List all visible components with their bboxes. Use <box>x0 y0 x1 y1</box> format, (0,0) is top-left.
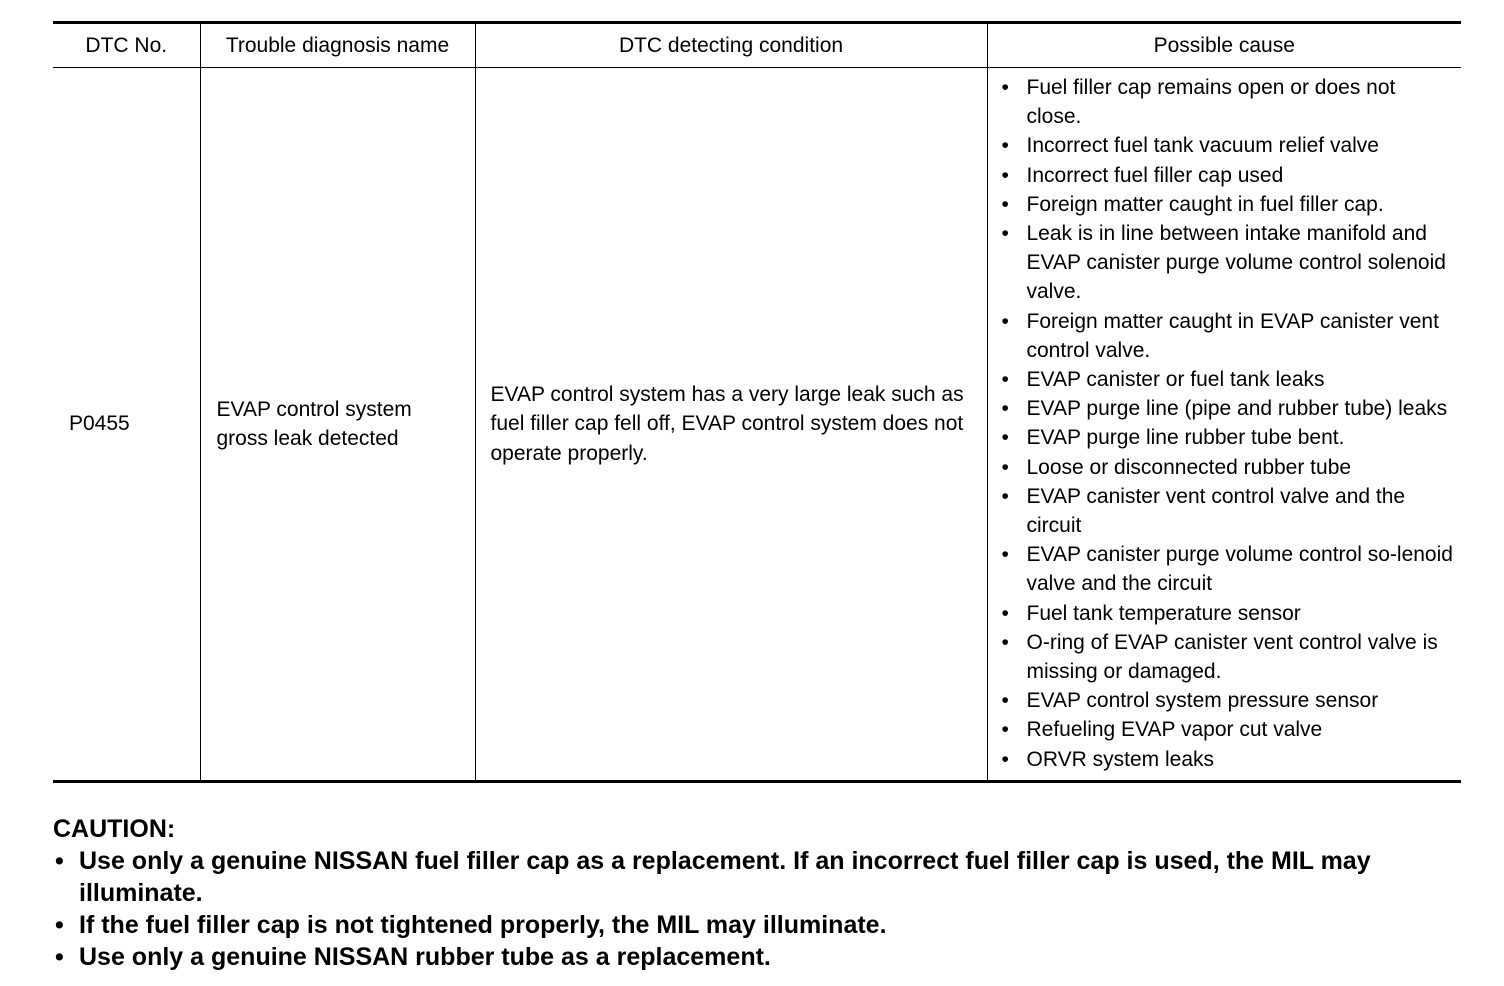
list-item: • O-ring of EVAP canister vent control valve is missing or damaged. <box>988 628 1456 686</box>
caution-item: • Use only a genuine NISSAN fuel filler cap as a replacement. If an incorrect fuel filler cap is used, the MIL may illuminate. <box>53 845 1473 909</box>
caution-list <box>53 845 1473 973</box>
list-item: • Fuel tank temperature sensor <box>988 599 1456 628</box>
cell-trouble-diagnosis-name: EVAP control system gross leak detected <box>200 68 475 782</box>
list-item: • EVAP purge line rubber tube bent. <box>988 423 1456 452</box>
cell-possible-cause <box>987 68 1461 782</box>
list-item: • EVAP purge line (pipe and rubber tube) leaks <box>988 394 1456 423</box>
list-item: • ORVR system leaks <box>988 745 1456 774</box>
list-item: • Foreign matter caught in EVAP canister vent control valve. <box>988 307 1456 365</box>
list-item: • Fuel filler cap remains open or does not close. <box>988 73 1456 131</box>
caution-block <box>53 813 1473 973</box>
header-trouble-diagnosis-name: Trouble diagnosis name <box>200 23 475 68</box>
list-item: • Leak is in line between intake manifold and EVAP canister purge volume control solenoid valve. <box>988 219 1456 307</box>
header-dtc-no: DTC No. <box>53 23 200 68</box>
caution-title: CAUTION: <box>53 815 176 843</box>
header-possible-cause: Possible cause <box>987 23 1461 68</box>
cell-dtc-no: P0455 <box>53 68 200 782</box>
list-item: • Foreign matter caught in fuel filler cap. <box>988 190 1456 219</box>
table-header-row <box>53 23 1461 68</box>
cell-dtc-detecting-condition: EVAP control system has a very large leak such as fuel filler cap fell off, EVAP control system does not operate properly. <box>475 68 987 782</box>
table-row <box>53 68 1461 782</box>
list-item: • Loose or disconnected rubber tube <box>988 453 1456 482</box>
list-item: • EVAP canister or fuel tank leaks <box>988 365 1456 394</box>
list-item: • EVAP control system pressure sensor <box>988 686 1456 715</box>
caution-item: • If the fuel filler cap is not tightened properly, the MIL may illuminate. <box>53 909 1473 941</box>
list-item: • Incorrect fuel filler cap used <box>988 161 1456 190</box>
list-item: • Incorrect fuel tank vacuum relief valve <box>988 131 1456 160</box>
list-item: • EVAP canister purge volume control so-lenoid valve and the circuit <box>988 540 1456 598</box>
possible-cause-list <box>988 73 1456 774</box>
caution-item: • Use only a genuine NISSAN rubber tube as a replacement. <box>53 941 1473 973</box>
list-item: • EVAP canister vent control valve and the circuit <box>988 482 1456 540</box>
dtc-table <box>53 21 1461 783</box>
list-item: • Refueling EVAP vapor cut valve <box>988 715 1456 744</box>
header-dtc-detecting-condition: DTC detecting condition <box>475 23 987 68</box>
